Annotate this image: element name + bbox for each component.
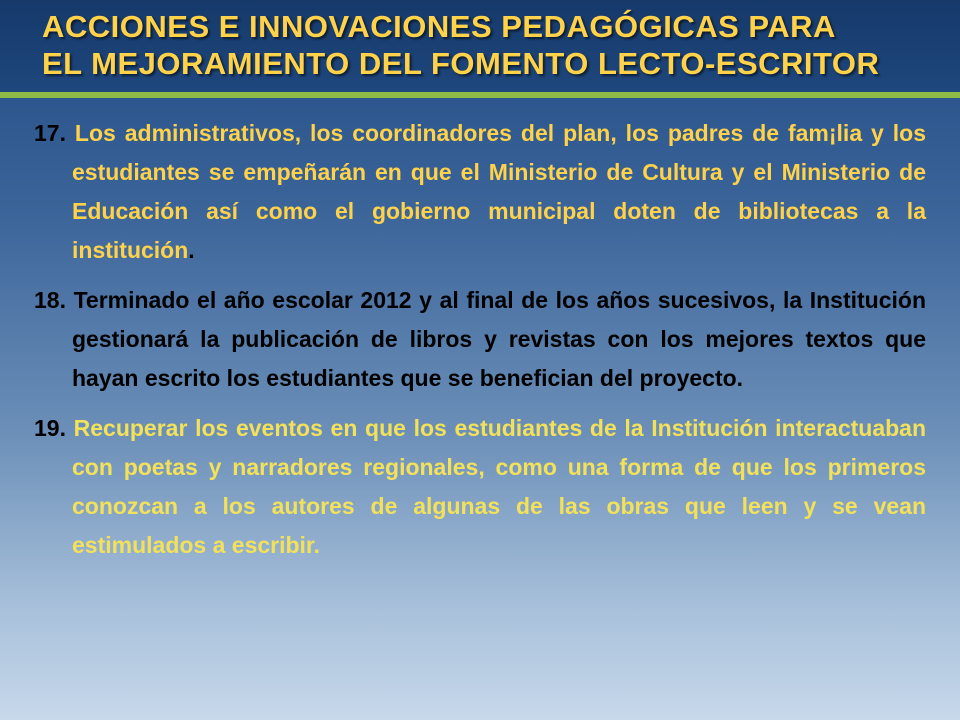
list-item-18 — [34, 281, 926, 398]
item-number: 17. — [34, 120, 66, 146]
title-line-1: ACCIONES E INNOVACIONES PEDAGÓGICAS PARA — [42, 9, 836, 44]
page-title — [42, 8, 942, 82]
item-text: Recuperar los eventos en que los estudiantes de la Institución interactuaban con poetas y narradores regionales, como una forma de que los primeros conozcan a los autores de algunas de las obras que leen y se vean estimulados a escribir. — [65, 415, 926, 558]
item-text: Los administrativos, los coordinadores del plan, los padres de fam¡lia y los estudiantes se empeñarán en que el Ministerio de Cultura y el Ministerio de Educación así como el gobierno municipal doten de bibliotecas a la institución — [65, 120, 926, 263]
content-list — [34, 114, 926, 576]
list-item-17 — [34, 114, 926, 270]
title-line-2: EL MEJORAMIENTO DEL FOMENTO LECTO-ESCRITOR — [42, 46, 880, 81]
header-accent-rule — [0, 92, 960, 98]
item-number: 19. — [34, 415, 66, 441]
list-item-19 — [34, 409, 926, 565]
item-end-punctuation: . — [188, 237, 195, 263]
item-text: Terminado el año escolar 2012 y al final de los años sucesivos, la Institución gestionará la publicación de libros y revistas con los mejores textos que hayan escrito los estudiantes que se benefician del proyecto. — [65, 287, 926, 391]
item-number: 18. — [34, 287, 66, 313]
